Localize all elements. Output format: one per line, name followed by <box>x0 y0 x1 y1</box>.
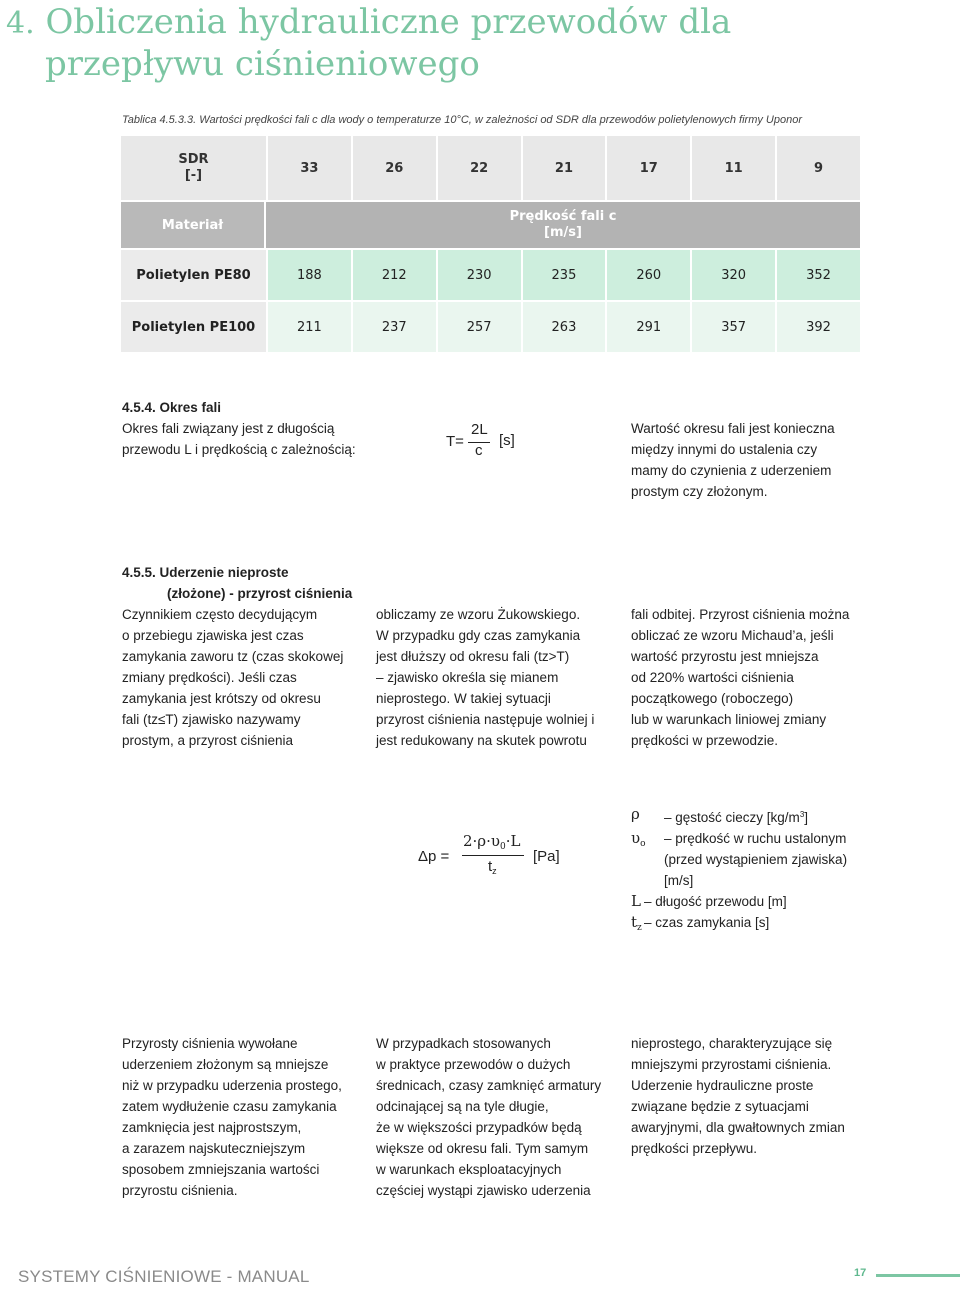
section-455-col-2 <box>376 604 616 751</box>
text-line: – zjawisko określa się mianem <box>376 670 559 685</box>
table-cell: 212 <box>351 250 436 300</box>
legend-item <box>631 849 847 870</box>
text-line: prostym, a przyrost ciśnienia <box>122 733 294 748</box>
text-line: Okres fali związany jest z długością <box>122 421 335 436</box>
text-line: jest redukowany na skutek powrotu <box>376 733 587 748</box>
table-cell: 237 <box>351 302 436 352</box>
numerator-part: 2·ρ·υ <box>463 832 501 850</box>
symbol-char: t <box>631 913 638 931</box>
table-cell: 357 <box>690 302 775 352</box>
legend-symbol <box>631 912 642 939</box>
title-line-1: Obliczenia hydrauliczne przewodów dla <box>45 2 732 42</box>
text-line: przyrostu ciśnienia. <box>122 1183 238 1198</box>
legend-text: [m/s] <box>664 873 694 888</box>
text-line: jest dłuższy od okresu fali (tz>T) <box>376 649 570 664</box>
legend-text: – prędkość w ruchu ustalonym <box>664 831 847 846</box>
text-line: W przypadku gdy czas zamykania <box>376 628 581 643</box>
text-line: Przyrosty ciśnienia wywołane <box>122 1036 298 1051</box>
text-line: obliczać ze wzoru Michaud’a, jeśli <box>631 628 834 643</box>
footer-accent-bar <box>876 1274 960 1277</box>
legend-item <box>631 804 847 828</box>
numerator-part: ·L <box>505 832 521 850</box>
legend-symbol: L <box>631 892 641 910</box>
text-line: a zarazem najskuteczniejszym <box>122 1141 306 1156</box>
denominator-subscript: z <box>492 866 497 876</box>
text-line: zatem wydłużenie czasu zamykania <box>122 1099 337 1114</box>
formula-denominator: c <box>475 442 483 459</box>
material-cell: Polietylen PE100 <box>121 302 266 352</box>
velocity-unit: [m/s] <box>544 225 582 240</box>
formula-numerator <box>463 832 521 852</box>
text-line: średnicach, czasy zamknięć armatury <box>376 1078 602 1093</box>
text-line: prędkości w przewodzie. <box>631 733 779 748</box>
table-cell: 263 <box>521 302 606 352</box>
section-455-col-1 <box>122 604 362 751</box>
table-row <box>121 248 860 300</box>
section-455-col-3 <box>631 604 871 751</box>
velocity-label: Prędkość fali c <box>509 209 617 224</box>
formula-numerator: 2L <box>471 421 488 438</box>
formula-unit: [Pa] <box>533 848 560 865</box>
text-line: Czynnikiem często decydującym <box>122 607 318 622</box>
text-line: zamknięcia jest najprostszym, <box>122 1120 302 1135</box>
text-line: niż w przypadku uderzenia prostego, <box>122 1078 342 1093</box>
legend-text: – długość przewodu [m] <box>644 894 787 909</box>
material-header: Materiał <box>121 202 266 248</box>
section-heading-455 <box>122 562 362 604</box>
text-line: nieprostego, charakteryzujące się <box>631 1036 833 1051</box>
legend-symbol: ρ <box>631 805 640 823</box>
formula-lhs: T= <box>446 433 464 450</box>
table-cell: 211 <box>266 302 351 352</box>
sdr-value: 21 <box>521 136 606 200</box>
title-line-2: przepływu ciśnieniowego <box>45 44 480 84</box>
sdr-value: 17 <box>605 136 690 200</box>
symbol-subscript: z <box>637 923 642 933</box>
text-line: fali (tz≤T) zjawisko nazywamy <box>122 712 301 727</box>
bottom-col-2 <box>376 1033 616 1201</box>
table-caption: Tablica 4.5.3.3. Wartości prędkości fali c dla wody o temperaturze 10°C, w zależności od SDR dla przewodów polietylenowych firmy Uponor <box>122 114 802 126</box>
text-line: Uderzenie hydrauliczne proste <box>631 1078 814 1093</box>
table-cell: 188 <box>266 250 351 300</box>
symbol-subscript: o <box>640 839 646 849</box>
text-line: Wartość okresu fali jest konieczna <box>631 421 835 436</box>
legend-superscript: 3 <box>799 810 805 819</box>
table-cell: 235 <box>521 250 606 300</box>
velocity-header <box>266 202 860 248</box>
text-line: początkowego (roboczego) <box>631 691 794 706</box>
sdr-label: SDR <box>178 152 209 167</box>
sdr-value: 22 <box>436 136 521 200</box>
text-line: w warunkach eksploatacyjnych <box>376 1162 562 1177</box>
text-line: nieprostego. W takiej sytuacji <box>376 691 551 706</box>
legend-text: – gęstość cieczy [kg/m <box>664 810 800 825</box>
text-line: między innymi do ustalenia czy <box>631 442 818 457</box>
sdr-header <box>121 136 266 200</box>
legend-item <box>631 891 847 912</box>
sdr-unit: [-] <box>184 168 203 183</box>
symbol-legend <box>631 804 847 933</box>
formula-denominator <box>488 858 497 876</box>
text-line: o przebiegu zjawiska jest czas <box>122 628 304 643</box>
legend-item <box>631 870 847 891</box>
text-line: awaryjnymi, dla gwałtownych zmian <box>631 1120 845 1135</box>
wave-velocity-table <box>121 136 860 352</box>
symbol-char: υ <box>631 829 641 847</box>
text-line: zmiany prędkości). Jeśli czas <box>122 670 297 685</box>
denominator-symbol: t <box>488 858 493 875</box>
text-line: uderzeniem złożonym są mniejsze <box>122 1057 329 1072</box>
text-line: związane będzie z sytuacjami <box>631 1099 809 1114</box>
text-line: W przypadkach stosowanych <box>376 1036 551 1051</box>
fraction-bar <box>462 855 524 856</box>
table-cell: 257 <box>436 302 521 352</box>
heading-line: 4.5.5. Uderzenie nieproste <box>122 565 289 580</box>
text-line: obliczamy ze wzoru Żukowskiego. <box>376 607 581 622</box>
text-line: sposobem zmniejszania wartości <box>122 1162 320 1177</box>
text-line: od 220% wartości ciśnienia <box>631 670 794 685</box>
text-line: przyrost ciśnienia następuje wolniej i <box>376 712 595 727</box>
section-heading-454: 4.5.4. Okres fali <box>122 400 222 415</box>
table-cell: 320 <box>690 250 775 300</box>
section-454-intro <box>122 418 362 460</box>
sdr-value: 33 <box>266 136 351 200</box>
text-line: większe od okresu fali. Tym samym <box>376 1141 589 1156</box>
table-cell: 392 <box>775 302 860 352</box>
text-line: lub w warunkach liniowej zmiany <box>631 712 827 727</box>
legend-text: (przed wystąpieniem zjawiska) <box>664 852 848 867</box>
text-line: zamykania jest krótszy od okresu <box>122 691 321 706</box>
text-line: prostym czy złożonym. <box>631 484 768 499</box>
sdr-value: 26 <box>351 136 436 200</box>
table-row <box>121 300 860 352</box>
text-line: odcinającej są na tyle długie, <box>376 1099 549 1114</box>
sdr-value: 9 <box>775 136 860 200</box>
text-line: mniejszymi przyrostami ciśnienia. <box>631 1057 832 1072</box>
text-line: wartość przyrostu jest mniejsza <box>631 649 819 664</box>
page-number: 17 <box>854 1267 867 1279</box>
section-454-note <box>631 418 871 502</box>
legend-item <box>631 828 847 849</box>
sdr-value: 11 <box>690 136 775 200</box>
michaud-formula <box>418 830 578 886</box>
heading-line: (złożone) - przyrost ciśnienia <box>167 586 353 601</box>
legend-text-tail: ] <box>804 810 809 825</box>
text-line: częściej wystąpi zjawisko uderzenia <box>376 1183 591 1198</box>
table-cell: 352 <box>775 250 860 300</box>
bottom-col-3 <box>631 1033 871 1159</box>
table-cell: 260 <box>605 250 690 300</box>
bottom-col-1 <box>122 1033 362 1201</box>
numerator-subscript: 0 <box>500 842 506 852</box>
text-line: zamykania zaworu tz (czas skokowej <box>122 649 344 664</box>
wave-period-formula <box>446 420 526 464</box>
table-header-row <box>121 136 860 202</box>
page-title <box>6 2 731 85</box>
chapter-number: 4. <box>6 6 35 41</box>
text-line: fali odbitej. Przyrost ciśnienia można <box>631 607 850 622</box>
text-line: że w większości przypadków będą <box>376 1120 582 1135</box>
table-cell: 230 <box>436 250 521 300</box>
formula-lhs: Δp = <box>418 848 450 865</box>
legend-text: – czas zamykania [s] <box>644 915 770 930</box>
table-cell: 291 <box>605 302 690 352</box>
legend-item <box>631 912 847 933</box>
text-line: mamy do czynienia z uderzeniem <box>631 463 832 478</box>
text-line: przewodu L i prędkością c zależnością: <box>122 442 356 457</box>
formula-unit: [s] <box>499 432 515 449</box>
table-subheader-row <box>121 202 860 248</box>
footer-label: SYSTEMY CIŚNIENIOWE - MANUAL <box>18 1267 310 1286</box>
material-cell: Polietylen PE80 <box>121 250 266 300</box>
text-line: w praktyce przewodów o dużych <box>376 1057 571 1072</box>
text-line: prędkości przepływu. <box>631 1141 758 1156</box>
